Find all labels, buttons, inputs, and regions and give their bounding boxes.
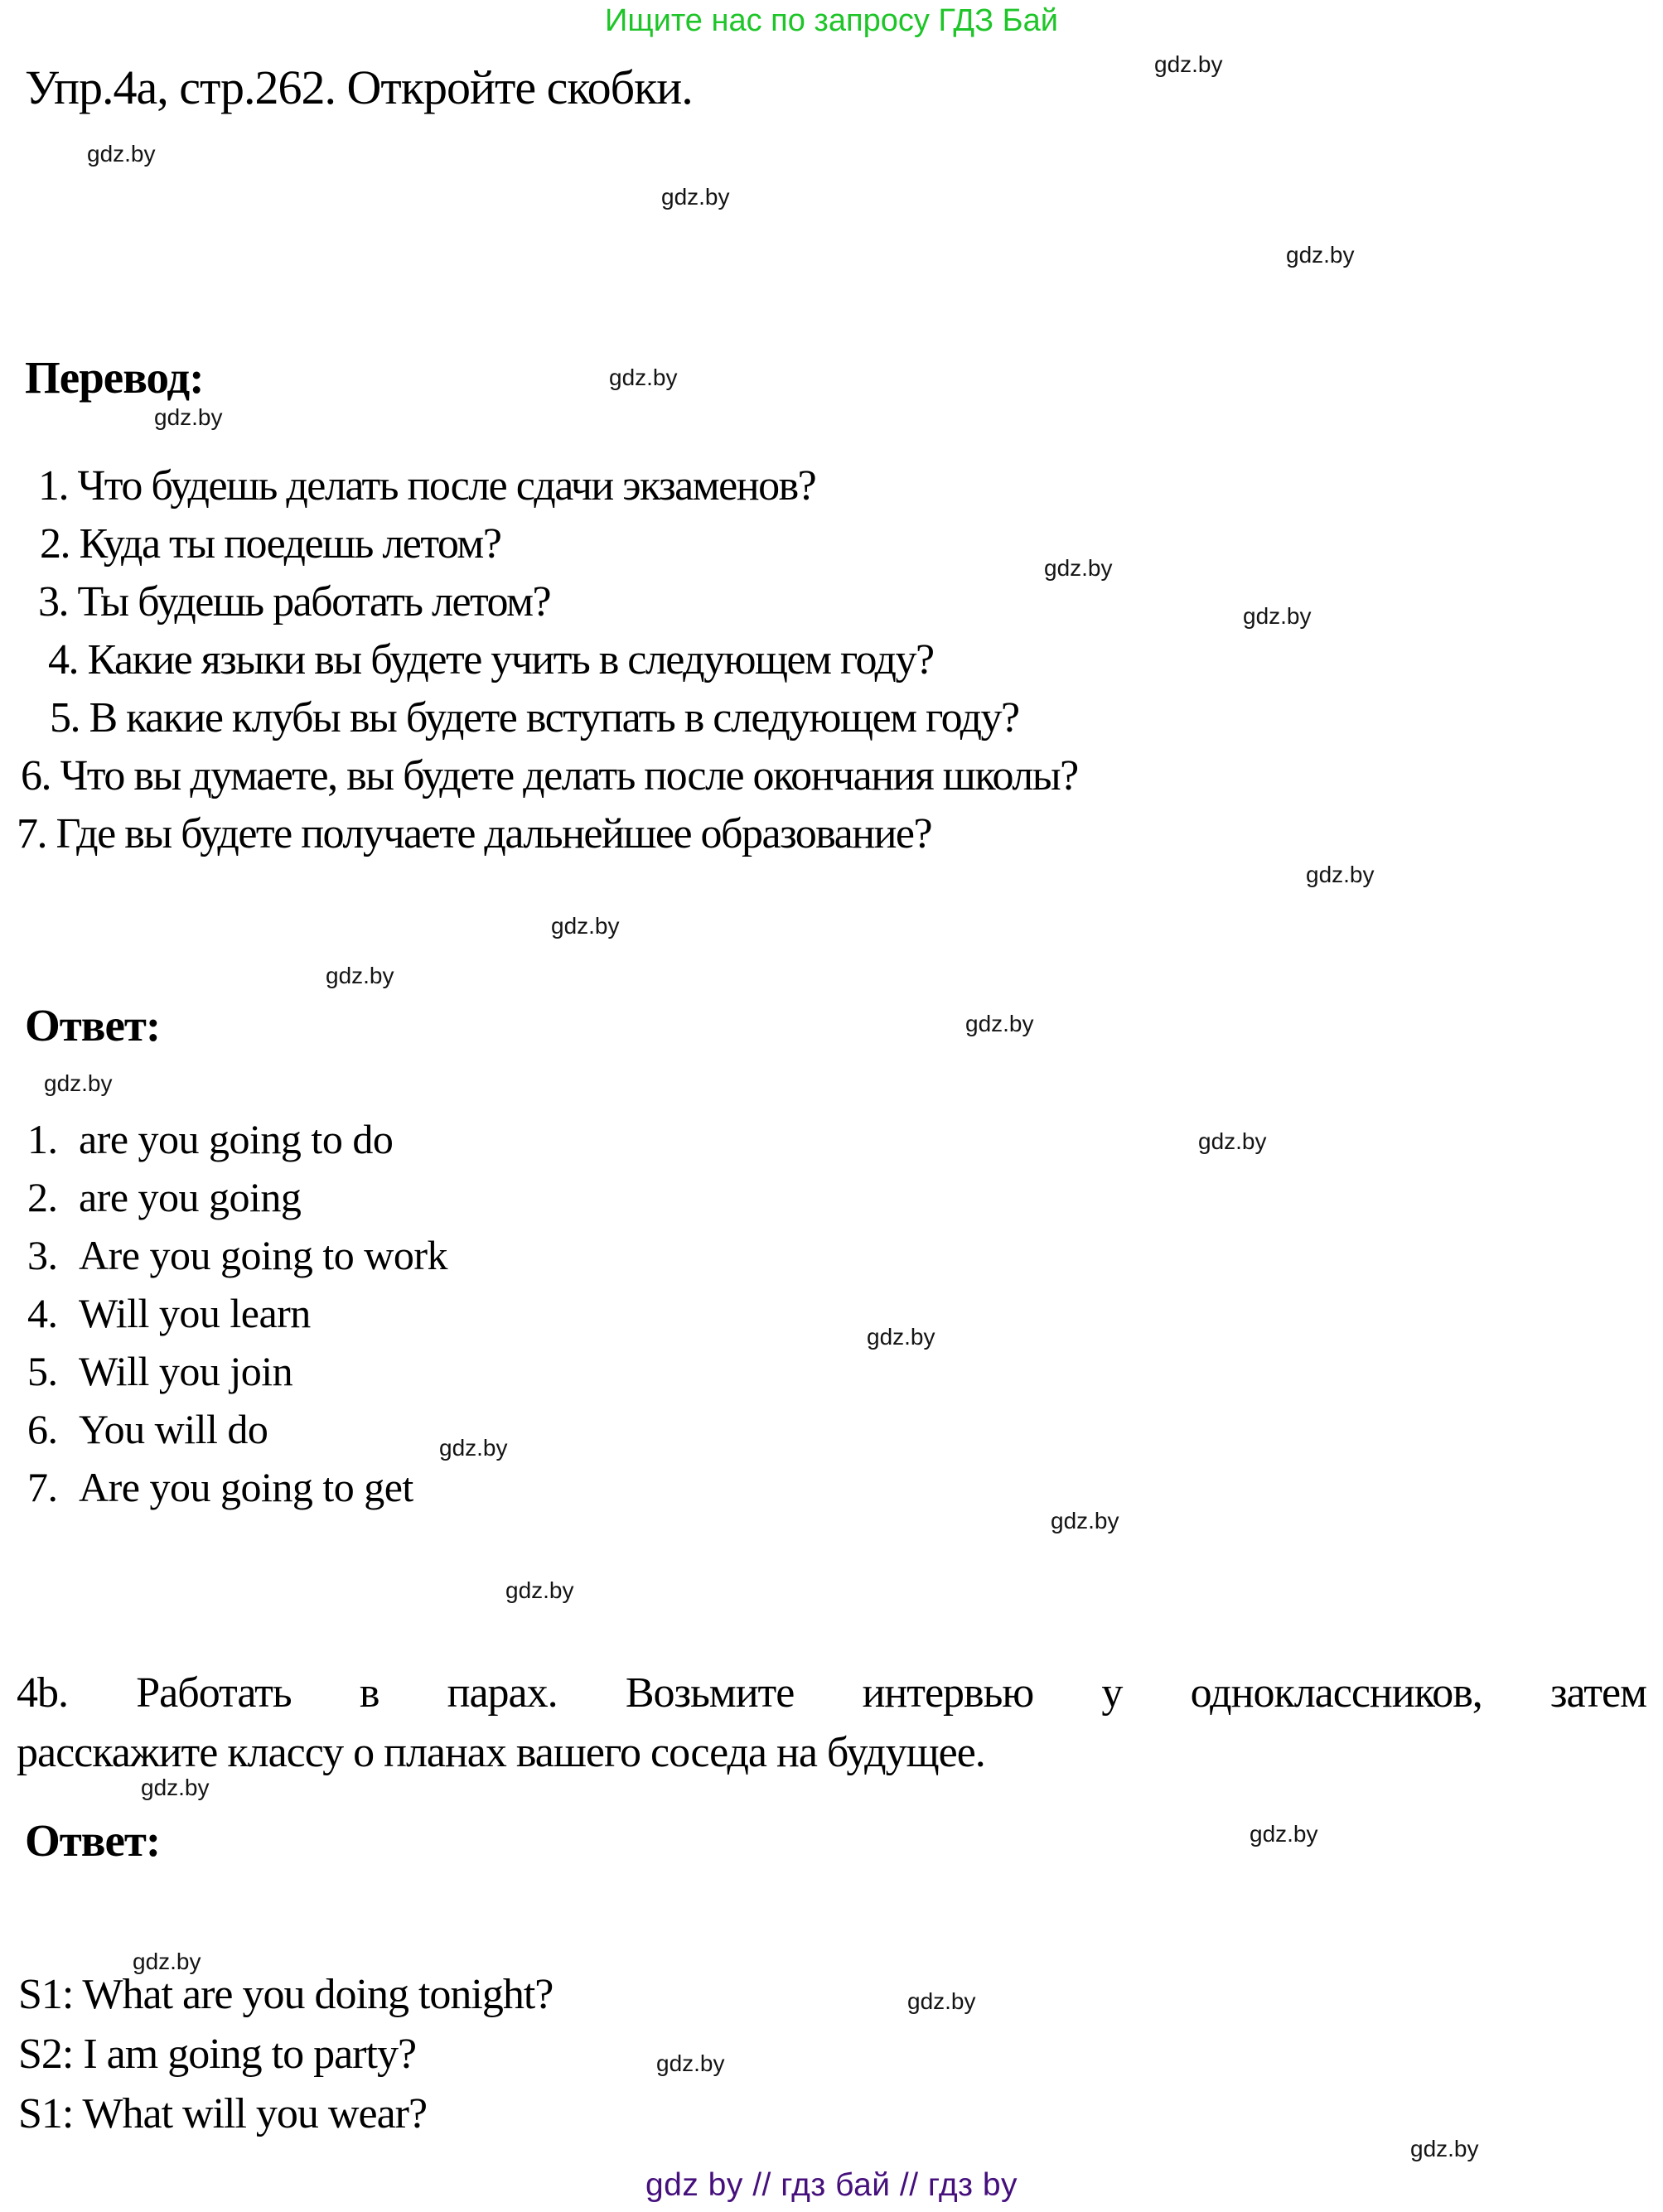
translation-item: 7. Где вы будете получаете дальнейшее образование? [17,810,932,857]
answer-item-number: 2. [27,1174,58,1220]
answer-item [0,1168,1663,1226]
translation-item: 6. Что вы думаете, вы будете делать после окончания школы? [21,752,1078,799]
translation-item: 4. Какие языки вы будете учить в следующем году? [48,636,934,683]
gdz-watermark: gdz.by [44,1070,113,1096]
dialog-line: S1: What will you wear? [18,2090,428,2137]
task-4b-line-2: расскажите классу о планах вашего соседа на будущее. [17,1729,985,1776]
gdz-watermark: gdz.by [1154,51,1223,77]
gdz-watermark: gdz.by [907,1988,976,2014]
gdz-watermark: gdz.by [141,1775,210,1800]
answer-list [0,1110,1663,1516]
answer-heading-1: Ответ: [25,1000,161,1050]
promo-banner-text: Ищите нас по запросу ГДЗ Бай [605,3,1058,38]
exercise-title: Упр.4а, стр.262. Откройте скобки. [25,60,693,114]
answer-item-number: 3. [27,1232,58,1278]
answer-item-number: 6. [27,1406,58,1452]
translation-heading: Перевод: [25,352,204,403]
gdz-watermark: gdz.by [1243,603,1312,629]
answer-heading-2: Ответ: [25,1815,161,1866]
translation-item: 3. Ты будешь работать летом? [38,578,551,625]
task-4b-line-1: 4b. Работать в парах. Возьмите интервью у одноклассников, затем [17,1669,1646,1717]
translation-item: 5. В какие клубы вы будете вступать в следующем году? [50,694,1019,741]
gdz-watermark: gdz.by [505,1577,574,1603]
gdz-watermark: gdz.by [154,404,223,430]
gdz-watermark: gdz.by [87,141,156,167]
gdz-watermark: gdz.by [965,1011,1034,1036]
gdz-watermark: gdz.by [326,963,394,988]
gdz-watermark: gdz.by [867,1324,935,1350]
gdz-watermark: gdz.by [439,1435,508,1461]
gdz-watermark: gdz.by [1250,1821,1318,1847]
gdz-watermark: gdz.by [1198,1128,1267,1154]
translation-item: 2. Куда ты поедешь летом? [40,520,501,567]
gdz-watermark: gdz.by [133,1949,201,1974]
gdz-watermark: gdz.by [551,913,620,939]
answer-item-number: 7. [27,1464,58,1510]
gdz-watermark: gdz.by [656,2050,725,2076]
answer-item [0,1110,1663,1168]
gdz-watermark: gdz.by [609,365,678,390]
gdz-watermark: gdz.by [1044,555,1113,581]
answer-item [0,1342,1663,1400]
gdz-watermark: gdz.by [1306,862,1375,887]
answer-item-number: 5. [27,1348,58,1394]
answer-item-text: Are you going to get [79,1464,413,1510]
dialog-line: S2: I am going to party? [18,2031,417,2078]
answer-item-number: 4. [27,1290,58,1336]
translation-item: 1. Что будешь делать после сдачи экзаменов? [38,462,816,510]
answer-item-text: Are you going to work [79,1232,447,1278]
answer-item-text: are you going [79,1174,302,1220]
gdz-watermark: gdz.by [1051,1508,1119,1533]
answer-item-text: Will you join [79,1348,293,1394]
gdz-watermark: gdz.by [1286,242,1355,268]
answer-item-number: 1. [27,1116,58,1162]
answer-item [0,1400,1663,1458]
answer-item [0,1458,1663,1516]
gdz-watermark: gdz.by [1410,2136,1479,2161]
answer-item-text: You will do [79,1406,268,1452]
dialog-list [18,1965,1593,2144]
answer-item [0,1226,1663,1284]
dialog-line: S1: What are you doing tonight? [18,1971,554,2018]
footer-watermark-text: gdz by // гдз бай // гдз by [645,2167,1018,2203]
answer-item-text: are you going to do [79,1116,394,1162]
answer-item-text: Will you learn [79,1290,311,1336]
gdz-watermark: gdz.by [661,184,730,210]
translation-list [0,457,1663,863]
answer-item [0,1284,1663,1342]
task-4b-paragraph [17,1664,1646,1783]
